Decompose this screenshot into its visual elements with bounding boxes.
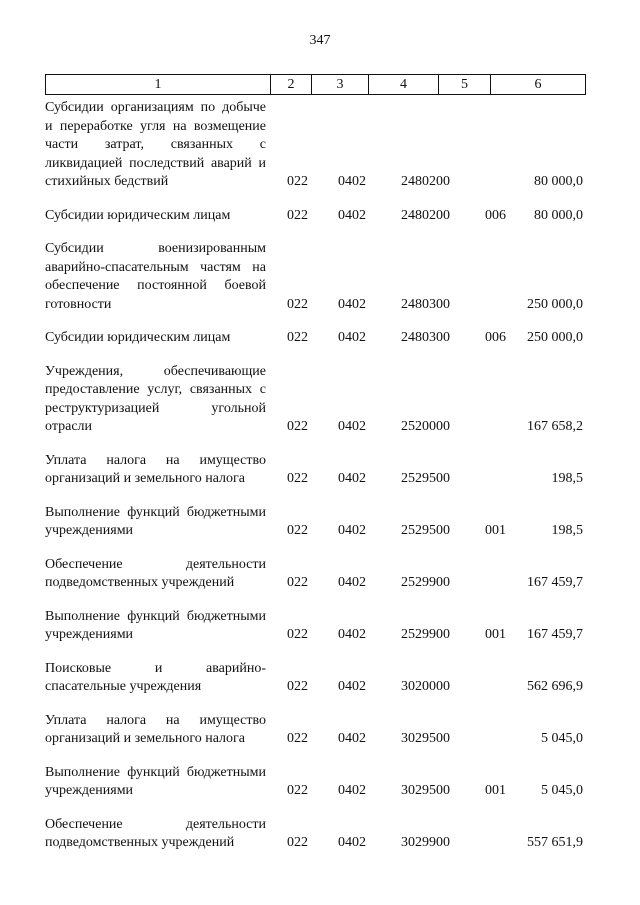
row-expense-type-code: 001	[485, 523, 506, 538]
row-description: Выполнение функций бюджетными учреждениями	[45, 764, 266, 798]
row-amount: 5 045,0	[541, 731, 583, 746]
table-row	[45, 329, 586, 348]
row-section-code: 0402	[338, 419, 366, 434]
row-section-code: 0402	[338, 296, 366, 312]
row-target-code: 2529900	[401, 627, 450, 642]
row-target-code: 2520000	[401, 419, 450, 434]
row-ministry-code: 022	[287, 627, 308, 642]
table-row	[45, 764, 586, 801]
row-ministry-code: 022	[287, 575, 308, 590]
column-header-row	[45, 74, 586, 95]
column-header-5: 5	[439, 75, 491, 94]
row-description: Выполнение функций бюджетными учреждениями	[45, 608, 266, 642]
row-ministry-code: 022	[287, 174, 308, 189]
row-ministry-code: 022	[287, 731, 308, 746]
row-expense-type-code: 001	[485, 783, 506, 798]
row-amount: 198,5	[551, 523, 583, 538]
row-target-code: 2529500	[401, 471, 450, 486]
row-target-code: 2529500	[401, 523, 450, 538]
row-target-code: 2480300	[401, 296, 450, 312]
row-section-code: 0402	[338, 523, 366, 538]
row-amount: 167 658,2	[527, 419, 583, 434]
row-target-code: 3020000	[401, 679, 450, 694]
row-ministry-code: 022	[287, 835, 308, 850]
row-section-code: 0402	[338, 330, 366, 345]
row-description: Субсидии юридическим лицам	[45, 330, 231, 345]
row-description: Уплата налога на имущество организаций и земельного налога	[45, 452, 266, 486]
row-amount: 250 000,0	[527, 296, 583, 312]
row-section-code: 0402	[338, 471, 366, 486]
row-section-code: 0402	[338, 627, 366, 642]
row-section-code: 0402	[338, 174, 366, 189]
row-section-code: 0402	[338, 731, 366, 746]
table-row	[45, 99, 586, 192]
row-description: Обеспечение деятельности подведомственных учреждений	[45, 816, 266, 850]
row-amount: 562 696,9	[527, 679, 583, 694]
column-header-3: 3	[312, 75, 369, 94]
row-expense-type-code: 001	[485, 627, 506, 642]
row-target-code: 2480300	[401, 330, 450, 345]
row-amount: 5 045,0	[541, 783, 583, 798]
row-amount: 250 000,0	[527, 330, 583, 345]
row-amount: 80 000,0	[534, 207, 583, 223]
row-target-code: 3029500	[401, 731, 450, 746]
budget-table-body	[45, 99, 586, 868]
table-row	[45, 608, 586, 645]
row-section-code: 0402	[338, 207, 366, 223]
row-amount: 557 651,9	[527, 835, 583, 850]
row-description: Поисковые и аварийно-спасательные учреждения	[45, 660, 266, 694]
row-ministry-code: 022	[287, 207, 308, 223]
page-number: 347	[309, 33, 331, 48]
row-expense-type-code: 006	[485, 207, 506, 223]
row-description: Обеспечение деятельности подведомственных учреждений	[45, 556, 266, 590]
row-ministry-code: 022	[287, 419, 308, 434]
row-ministry-code: 022	[287, 523, 308, 538]
row-ministry-code: 022	[287, 679, 308, 694]
row-section-code: 0402	[338, 575, 366, 590]
table-row	[45, 452, 586, 489]
row-target-code: 3029900	[401, 835, 450, 850]
row-expense-type-code: 006	[485, 330, 506, 345]
row-section-code: 0402	[338, 679, 366, 694]
row-description: Учреждения, обеспечивающие предоставление услуг, связанных с реструктуризацией угольной отрасли	[45, 363, 266, 434]
table-row	[45, 816, 586, 853]
row-amount: 80 000,0	[534, 174, 583, 189]
row-amount: 167 459,7	[527, 627, 583, 642]
row-description: Субсидии организациям по добыче и переработке угля на возмещение части затрат, связанных с ликвидацией последствий аварий и стихийных бедствий	[45, 100, 266, 189]
table-row	[45, 504, 586, 541]
row-ministry-code: 022	[287, 296, 308, 312]
row-amount: 198,5	[551, 471, 583, 486]
row-target-code: 2480200	[401, 207, 450, 223]
column-header-2: 2	[271, 75, 312, 94]
row-section-code: 0402	[338, 835, 366, 850]
table-row	[45, 556, 586, 593]
table-row	[45, 712, 586, 749]
row-amount: 167 459,7	[527, 575, 583, 590]
row-target-code: 2480200	[401, 174, 450, 189]
row-description: Уплата налога на имущество организаций и земельного налога	[45, 712, 266, 746]
row-ministry-code: 022	[287, 471, 308, 486]
row-target-code: 2529900	[401, 575, 450, 590]
table-row	[45, 207, 586, 226]
row-target-code: 3029500	[401, 783, 450, 798]
row-ministry-code: 022	[287, 330, 308, 345]
row-ministry-code: 022	[287, 783, 308, 798]
column-header-1: 1	[46, 75, 271, 94]
row-description: Субсидии юридическим лицам	[45, 207, 231, 223]
column-header-6: 6	[534, 77, 542, 92]
column-header-4: 4	[369, 75, 439, 94]
row-section-code: 0402	[338, 783, 366, 798]
row-description: Субсидии военизированным аварийно-спасательным частям на обеспечение постоянной боевой готовности	[45, 241, 266, 312]
table-row	[45, 363, 586, 437]
row-description: Выполнение функций бюджетными учреждениями	[45, 504, 266, 538]
table-row	[45, 240, 586, 314]
table-row	[45, 660, 586, 697]
